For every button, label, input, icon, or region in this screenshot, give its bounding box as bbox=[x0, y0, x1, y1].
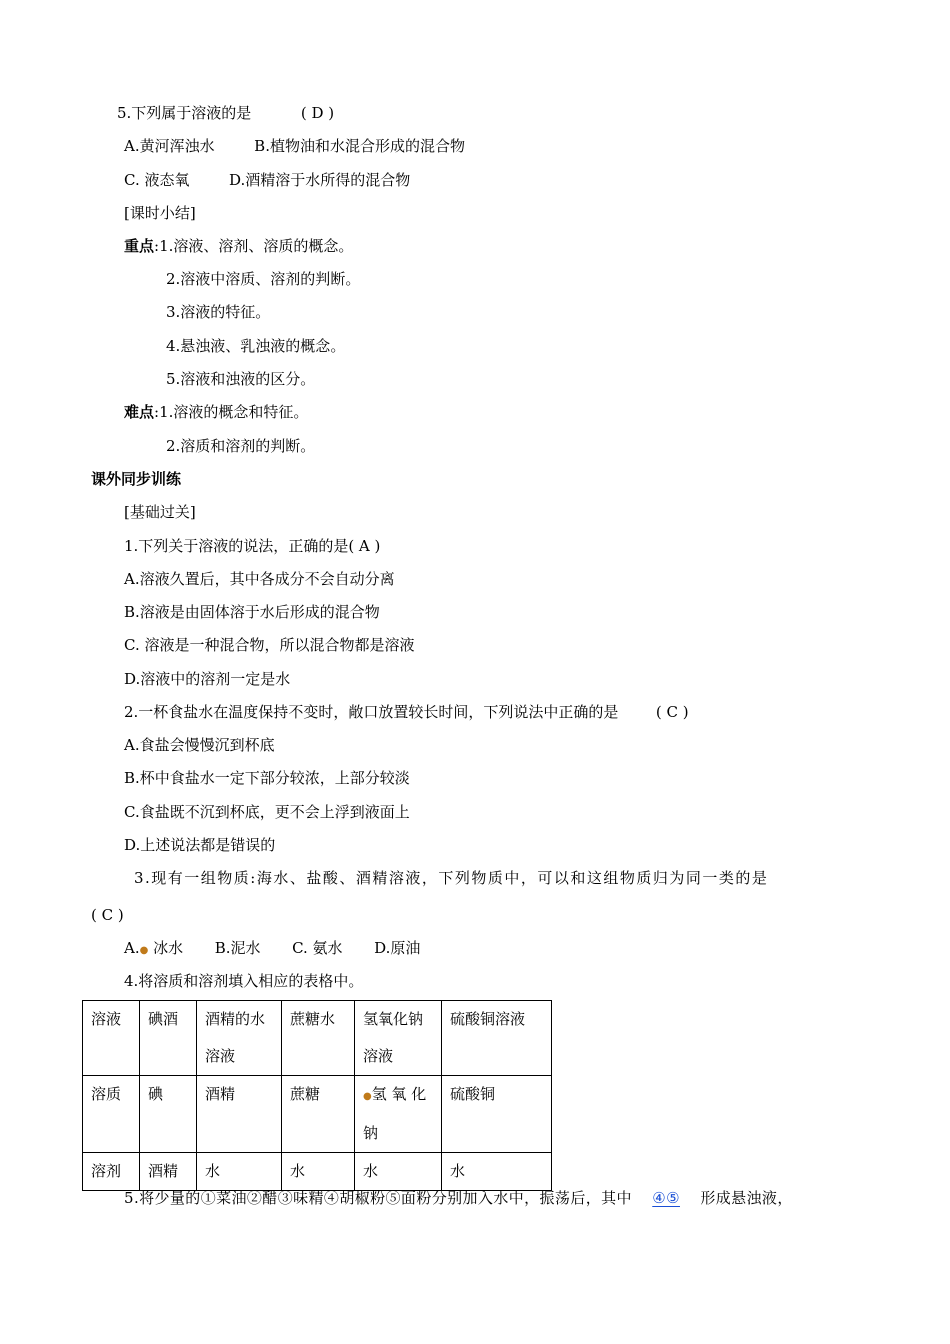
table-cell: 酒精 bbox=[140, 1153, 197, 1191]
training-subheading: [基础过关] bbox=[124, 503, 196, 521]
q1-option: A.溶液久置后，其中各成分不会自动分离 bbox=[124, 570, 395, 588]
key-point: 3.溶液的特征。 bbox=[166, 303, 271, 321]
table-cell: 水 bbox=[355, 1153, 442, 1191]
q5a-option-a: A.黄河浑浊水 bbox=[124, 137, 215, 155]
q5a-stem: 5.下列属于溶液的是 bbox=[117, 104, 252, 122]
table-cell: 溶液 bbox=[83, 1001, 140, 1076]
key-points-line-1: 重点:1.溶液、溶剂、溶质的概念。 bbox=[124, 237, 354, 255]
hard-points-line-1: 难点:1.溶液的概念和特征。 bbox=[124, 403, 309, 421]
table-row bbox=[83, 1001, 552, 1076]
table-cell: 碘酒 bbox=[140, 1001, 197, 1076]
table-cell: 硫酸铜 bbox=[442, 1076, 552, 1153]
q3-option-c: C. 氨水 bbox=[292, 939, 343, 957]
key-label: 重点 bbox=[124, 237, 155, 255]
table-row bbox=[83, 1153, 552, 1191]
q3-option-d: D.原油 bbox=[374, 939, 421, 957]
q4-stem: 4.将溶质和溶剂填入相应的表格中。 bbox=[124, 972, 364, 990]
q5-answer-blank: ④⑤ bbox=[652, 1189, 680, 1207]
table-cell: 酒精 bbox=[197, 1076, 282, 1153]
q3-option-a-text: 冰水 bbox=[153, 939, 184, 957]
table-cell: 溶质 bbox=[83, 1076, 140, 1153]
table-cell: 水 bbox=[282, 1153, 355, 1191]
q2-option: C.食盐既不沉到杯底，更不会上浮到液面上 bbox=[124, 803, 410, 821]
table-cell: 碘 bbox=[140, 1076, 197, 1153]
table-cell: ●氢 氧 化 钠 bbox=[355, 1076, 442, 1153]
key-point: 1.溶液、溶剂、溶质的概念。 bbox=[159, 237, 354, 255]
q5-stem-line bbox=[124, 1188, 793, 1208]
q1-option: D.溶液中的溶剂一定是水 bbox=[124, 670, 291, 688]
q3-stem: 3.现有一组物质:海水、盐酸、酒精溶液，下列物质中，可以和这组物质归为同一类的是 bbox=[134, 869, 769, 887]
q1-option: C. 溶液是一种混合物，所以混合物都是溶液 bbox=[124, 636, 415, 654]
table-row bbox=[83, 1076, 552, 1153]
q3-option-b: B.泥水 bbox=[214, 939, 261, 957]
q5a-option-d: D.酒精溶于水所得的混合物 bbox=[229, 171, 411, 189]
solute-solvent-table bbox=[82, 1000, 552, 1191]
q5a-options-ab bbox=[124, 136, 465, 156]
hard-point: 2.溶质和溶剂的判断。 bbox=[166, 437, 316, 455]
q5a-options-cd bbox=[124, 170, 410, 190]
q5a-option-c: C. 液态氧 bbox=[124, 171, 190, 189]
mark-dot-icon: ● bbox=[139, 945, 149, 956]
q2-option: D.上述说法都是错误的 bbox=[124, 836, 276, 854]
q5a-stem-line bbox=[117, 103, 334, 123]
q3-option-a-label: A. bbox=[124, 939, 140, 957]
table-cell: 蔗糖 bbox=[282, 1076, 355, 1153]
table-cell: 酒精的水 溶液 bbox=[197, 1001, 282, 1076]
q2-stem: 2.一杯食盐水在温度保持不变时，敞口放置较长时间，下列说法中正确的是 bbox=[124, 703, 619, 721]
q3-answer: ( C ) bbox=[91, 906, 124, 924]
key-point: 5.溶液和浊液的区分。 bbox=[166, 370, 316, 388]
hard-label: 难点 bbox=[124, 403, 155, 421]
q1-stem: 1.下列关于溶液的说法，正确的是( A ) bbox=[124, 537, 381, 555]
table-cell: 溶剂 bbox=[83, 1153, 140, 1191]
q5-stem: 5.将少量的①菜油②醋③味精④胡椒粉⑤面粉分别加入水中，振荡后，其中 bbox=[124, 1189, 632, 1207]
q2-stem-line bbox=[124, 702, 689, 722]
table-cell: 蔗糖水 bbox=[282, 1001, 355, 1076]
table-cell: 水 bbox=[442, 1153, 552, 1191]
q3-options bbox=[124, 938, 420, 961]
training-title: 课外同步训练 bbox=[91, 470, 182, 488]
summary-heading: [课时小结] bbox=[124, 204, 196, 222]
q1-option: B.溶液是由固体溶于水后形成的混合物 bbox=[124, 603, 380, 621]
key-point: 2.溶液中溶质、溶剂的判断。 bbox=[166, 270, 361, 288]
table-cell: 水 bbox=[197, 1153, 282, 1191]
q5-tail: 形成悬浊液， bbox=[700, 1189, 793, 1207]
q2-option: B.杯中食盐水一定下部分较浓，上部分较淡 bbox=[124, 769, 410, 787]
mark-dot-icon: ● bbox=[363, 1091, 372, 1102]
hard-point: 1.溶液的概念和特征。 bbox=[159, 403, 309, 421]
key-point: 4.悬浊液、乳浊液的概念。 bbox=[166, 337, 346, 355]
table-cell: 硫酸铜溶液 bbox=[442, 1001, 552, 1076]
table-cell: 氢氧化钠 溶液 bbox=[355, 1001, 442, 1076]
q2-option: A.食盐会慢慢沉到杯底 bbox=[124, 736, 275, 754]
q5a-answer: ( D ) bbox=[300, 104, 335, 122]
q5a-option-b: B.植物油和水混合形成的混合物 bbox=[254, 137, 465, 155]
q2-answer: ( C ) bbox=[655, 703, 689, 721]
